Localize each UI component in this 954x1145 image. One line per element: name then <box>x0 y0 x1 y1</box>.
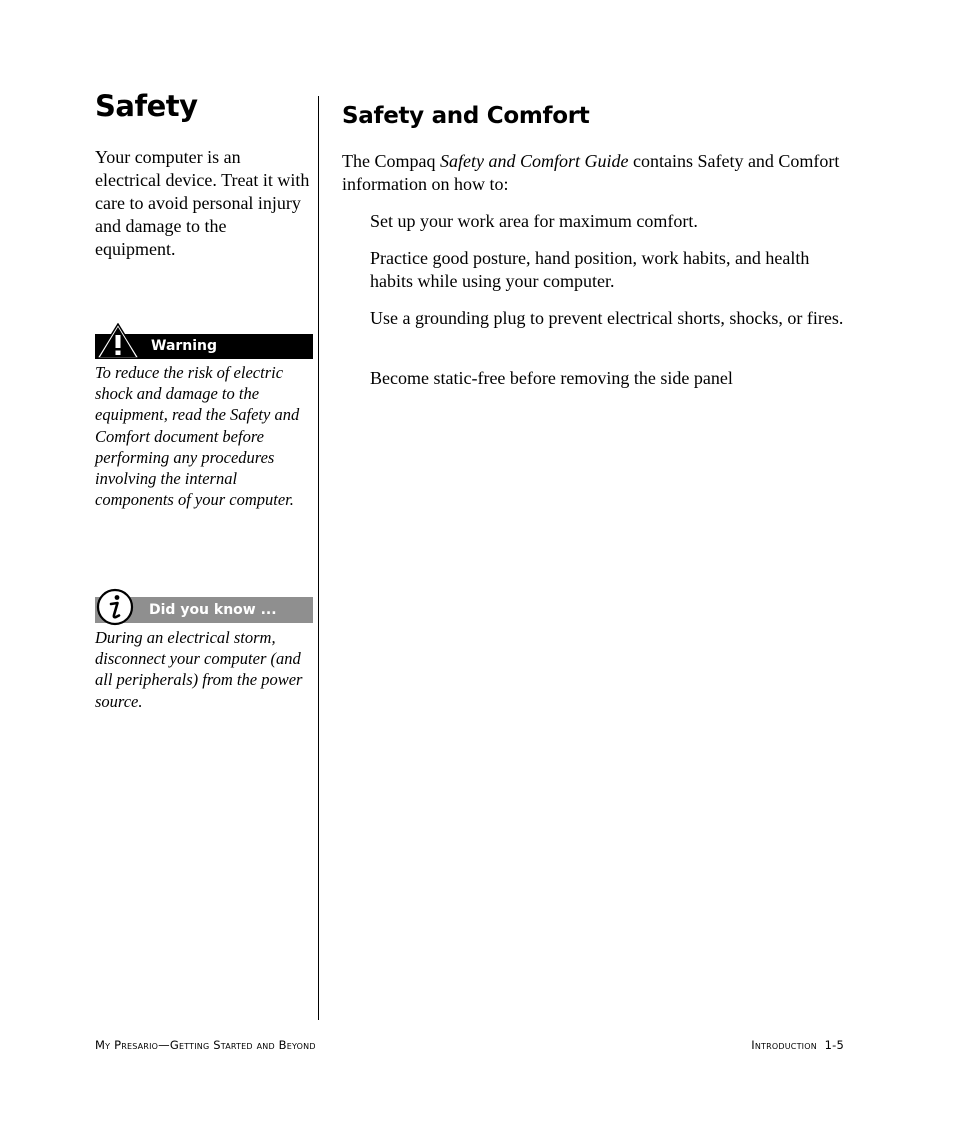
did-you-know-bar <box>95 597 313 623</box>
did-you-know-label: Did you know ... <box>149 602 277 618</box>
list-item: Practice good posture, hand position, work habits, and health habits while using your computer. <box>370 248 810 291</box>
warning-bar <box>95 334 313 359</box>
column-divider <box>318 96 319 1020</box>
list-item: Use a grounding plug to prevent electrical shorts, shocks, or fires. <box>370 308 844 328</box>
section-title: Safety and Comfort <box>342 103 590 129</box>
footer-page-number: Introduction 1-5 <box>751 1038 844 1052</box>
warning-label: Warning <box>151 338 218 354</box>
list-item: Set up your work area for maximum comfort. <box>370 211 698 231</box>
sidebar-intro: Your computer is an electrical device. Treat it with care to avoid personal injury and damage to the equipment. <box>95 147 310 259</box>
intro-before: The Compaq <box>342 151 440 171</box>
list-item: Become static-free before removing the side panel <box>370 368 733 388</box>
warning-triangle-icon <box>96 323 140 359</box>
sidebar-title: Safety <box>95 89 198 123</box>
warning-text: To reduce the risk of electric shock and damage to the equipment, read the Safety and Comfort document before performing any procedures involving the internal components of your computer. <box>95 363 300 510</box>
intro-after: contains Safety and Comfort information on how to: <box>342 151 840 194</box>
intro-paragraph <box>342 150 842 196</box>
footer-book-title: My Presario—Getting Started and Beyond <box>95 1038 316 1052</box>
did-you-know-text: During an electrical storm, disconnect your computer (and all peripherals) from the power source. <box>95 628 303 711</box>
info-icon <box>95 587 135 627</box>
main-content <box>342 96 852 388</box>
sidebar <box>95 86 313 711</box>
guide-title: Safety and Comfort Guide <box>439 151 629 171</box>
